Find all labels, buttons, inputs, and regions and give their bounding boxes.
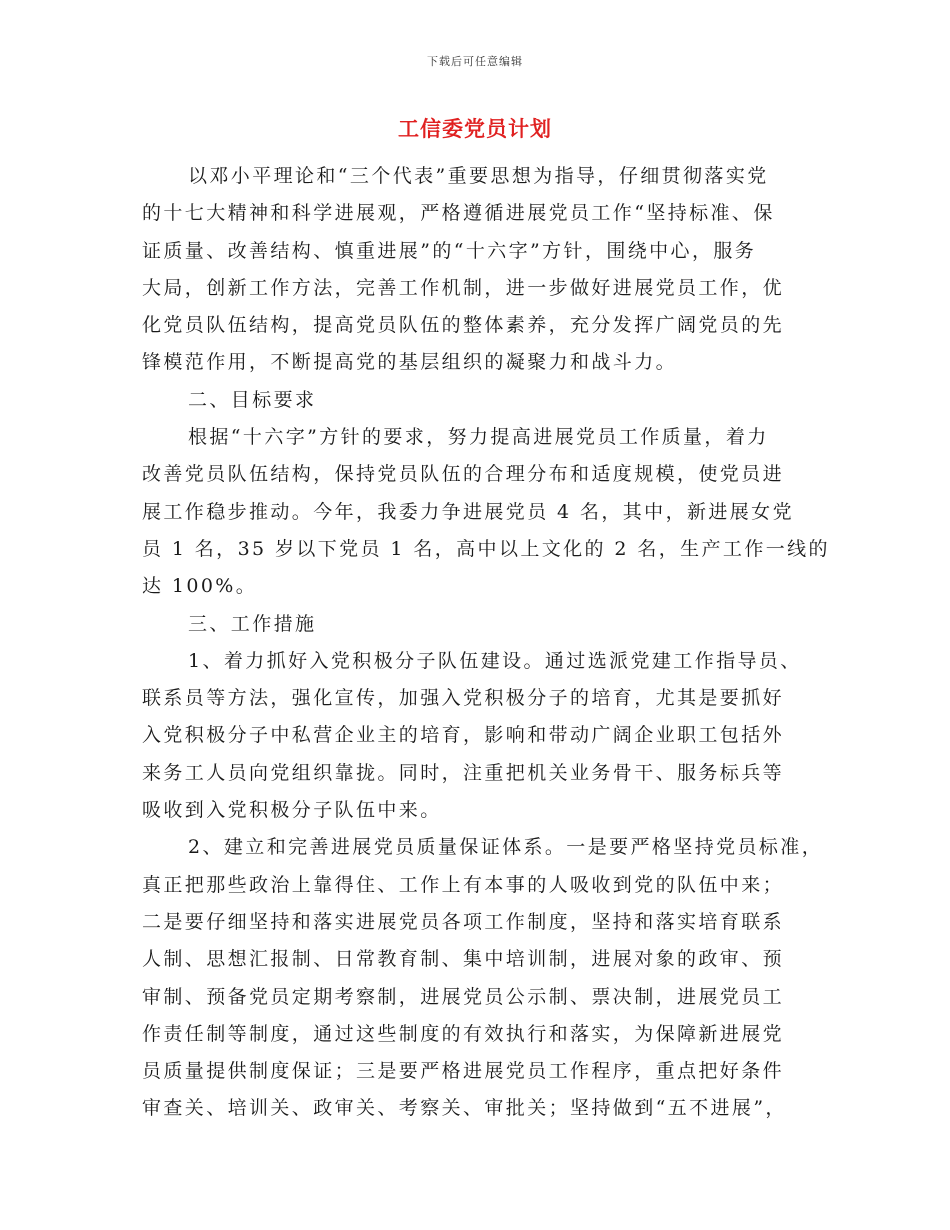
text-line: 三、工作措施 xyxy=(188,612,317,635)
text-line: 审查关、培训关、政审关、考察关、审批关；坚持做到“五不进展”， xyxy=(142,1097,787,1120)
text-line: 改善党员队伍结构，保持党员队伍的合理分布和适度规模，使党员进 xyxy=(142,463,785,486)
text-line: 来务工人员向党组织靠拢。同时，注重把机关业务骨干、服务标兵等 xyxy=(142,761,785,784)
text-line: 审制、预备党员定期考察制，进展党员公示制、票决制，进展党员工 xyxy=(142,985,785,1008)
text-line: 锋模范作用，不断提高党的基层组织的凝聚力和战斗力。 xyxy=(142,351,678,374)
text-line: 二是要仔细坚持和落实进展党员各项工作制度，坚持和落实培育联系 xyxy=(142,910,785,933)
text-line: 以邓小平理论和“三个代表”重要思想为指导，仔细贯彻落实党 xyxy=(188,165,769,187)
text-line: 证质量、改善结构、慎重进展”的“十六字”方针，围绕中心，服务 xyxy=(142,239,757,262)
text-line: 化党员队伍结构，提高党员队伍的整体素养，充分发挥广阔党员的先 xyxy=(142,314,785,337)
text-line: 员质量提供制度保证；三是要严格进展党员工作程序，重点把好条件 xyxy=(142,1060,785,1083)
text-line: 联系员等方法，强化宣传，加强入党积极分子的培育，尤其是要抓好 xyxy=(142,687,785,710)
text-line: 入党积极分子中私营企业主的培育，影响和带动广阔企业职工包括外 xyxy=(142,724,785,747)
text-line: 达 100%。 xyxy=(142,575,258,598)
text-line: 根据“十六字”方针的要求，努力提高进展党员工作质量，着力 xyxy=(188,426,769,449)
document-body xyxy=(142,158,830,1128)
text-line: 吸收到入党积极分子队伍中来。 xyxy=(142,799,442,822)
text-line: 人制、思想汇报制、日常教育制、集中培训制，进展对象的政审、预 xyxy=(142,948,785,971)
text-line: 2、建立和完善进展党员质量保证体系。一是要严格坚持党员标准， xyxy=(188,836,824,859)
text-line: 真正把那些政治上靠得住、工作上有本事的人吸收到党的队伍中来； xyxy=(142,873,785,896)
text-line: 员 1 名，35 岁以下党员 1 名，高中以上文化的 2 名，生产工作一线的 xyxy=(142,537,830,560)
header-note: 下载后可任意编辑 xyxy=(427,55,523,68)
text-line: 1、着力抓好入党积极分子队伍建设。通过选派党建工作指导员、 xyxy=(188,649,802,672)
text-line: 展工作稳步推动。今年，我委力争进展党员 4 名，其中，新进展女党 xyxy=(142,500,794,523)
text-line: 作责任制等制度，通过这些制度的有效执行和落实，为保障新进展党 xyxy=(142,1022,785,1045)
document-title: 工信委党员计划 xyxy=(398,116,552,141)
text-line: 二、目标要求 xyxy=(188,388,317,411)
text-line: 大局，创新工作方法，完善工作机制，进一步做好进展党员工作，优 xyxy=(142,276,785,299)
text-line: 的十七大精神和科学进展观，严格遵循进展党员工作“坚持标准、保 xyxy=(142,202,775,225)
